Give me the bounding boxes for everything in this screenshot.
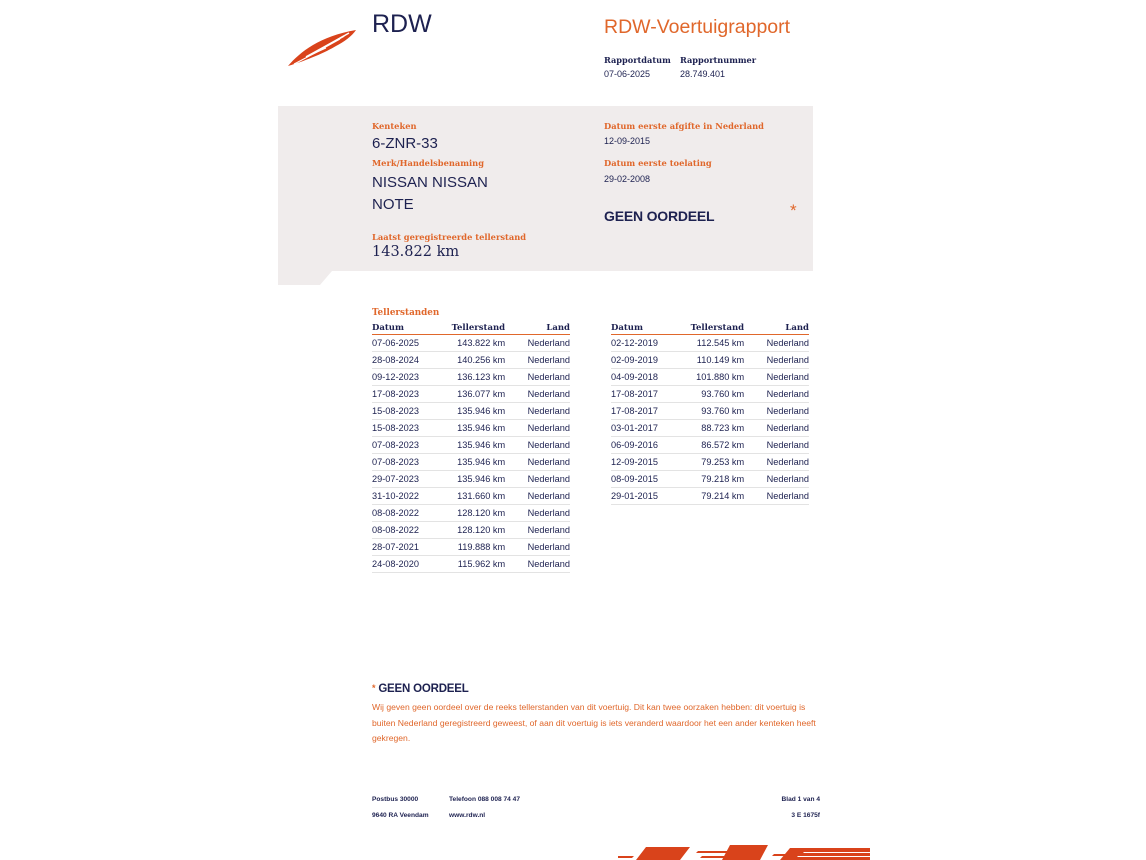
cell-km: 128.120 km [450,505,505,522]
table-row [611,369,809,386]
cell-land: Nederland [744,437,809,454]
cell-date: 31-10-2022 [372,488,450,505]
cell-date: 08-09-2015 [611,471,689,488]
table-row [611,352,809,369]
rdw-wing-icon [286,26,362,68]
cell-km: 140.256 km [450,352,505,369]
logo-text: RDW [372,10,432,38]
table-row [611,335,809,352]
cell-date: 17-08-2017 [611,386,689,403]
report-number-value: 28.749.401 [680,69,726,79]
table-row [372,403,570,420]
cell-date: 02-09-2019 [611,352,689,369]
cell-land: Nederland [744,369,809,386]
table-row [372,420,570,437]
cell-land: Nederland [505,335,570,352]
teller-value: 143.822 km [372,244,460,260]
cell-km: 110.149 km [689,352,744,369]
cell-km: 115.962 km [450,556,505,573]
cell-date: 12-09-2015 [611,454,689,471]
cell-land: Nederland [744,403,809,420]
report-date-value: 07-06-2025 [604,69,651,79]
cell-km: 143.822 km [450,335,505,352]
table-row [611,488,809,505]
verdict-star: * [790,201,797,220]
cell-date: 08-08-2022 [372,505,450,522]
cell-land: Nederland [505,352,570,369]
afgifte-value: 12-09-2015 [604,136,651,146]
cell-km: 128.120 km [450,522,505,539]
cell-date: 29-01-2015 [611,488,689,505]
footer-phone: Telefoon 088 008 74 47 [449,796,520,803]
report-date-label: Rapportdatum [604,55,671,65]
table-row [611,420,809,437]
table-row [372,522,570,539]
note-text: Wij geven geen oordeel over de reeks tellerstanden van dit voertuig. Dit kan twee oorzaken hebben: dit voertuig is buiten Nederland geregistreerd geweest, of aan dit voertuig is iets veranderd waardoor het een ander kenteken heeft gekregen. [372,702,816,743]
table-row [611,386,809,403]
verdict-text: GEEN OORDEEL [604,208,715,224]
table-row [372,471,570,488]
footer-web[interactable]: www.rdw.nl [449,812,486,819]
cell-land: Nederland [505,454,570,471]
table-row [372,556,570,573]
readings-title: Tellerstanden [372,308,440,318]
cell-land: Nederland [744,488,809,505]
table-row [372,386,570,403]
cell-date: 06-09-2016 [611,437,689,454]
col-header-date: Datum [372,323,450,335]
merk-value-line1: NISSAN NISSAN [372,174,488,191]
cell-date: 08-08-2022 [372,522,450,539]
footer-page: Blad 1 van 4 [781,796,820,803]
cell-km: 135.946 km [450,403,505,420]
cell-date: 28-08-2024 [372,352,450,369]
cell-date: 15-08-2023 [372,420,450,437]
cell-km: 136.077 km [450,386,505,403]
table-row [372,437,570,454]
col-header-km: Tellerstand [451,323,506,333]
note-star: * [372,683,376,693]
cell-km: 135.946 km [450,420,505,437]
cell-km: 93.760 km [689,386,744,403]
note-title [372,683,469,695]
table-row [372,454,570,471]
table-header-row [611,323,809,335]
report-title: RDW-Voertuigrapport [604,16,791,38]
merk-label: Merk/Handelsbenaming [372,158,485,168]
table-row [611,454,809,471]
cell-land: Nederland [744,352,809,369]
table-row [372,335,570,352]
footer-city: 9640 RA Veendam [372,812,429,819]
kenteken-value: 6-ZNR-33 [372,135,438,152]
cell-km: 136.123 km [450,369,505,386]
col-header-date: Datum [611,323,689,335]
cell-km: 119.888 km [450,539,505,556]
readings-table-left [372,323,570,573]
col-header-km: Tellerstand [690,323,745,333]
table-row [372,352,570,369]
cell-date: 04-09-2018 [611,369,689,386]
teller-label: Laatst geregistreerde tellerstand [372,232,527,242]
cell-date: 03-01-2017 [611,420,689,437]
table-row [611,471,809,488]
cell-km: 135.946 km [450,471,505,488]
table-row [611,437,809,454]
table-row [372,369,570,386]
cell-km: 101.880 km [689,369,744,386]
table-row [372,539,570,556]
cell-km: 135.946 km [450,454,505,471]
table-row [611,403,809,420]
cell-km: 79.214 km [689,488,744,505]
table-header-row [372,323,570,335]
cell-km: 112.545 km [689,335,744,352]
cell-land: Nederland [505,471,570,488]
cell-date: 28-07-2021 [372,539,450,556]
col-header-land: Land [505,323,570,335]
cell-date: 07-08-2023 [372,437,450,454]
cell-land: Nederland [744,335,809,352]
cell-land: Nederland [505,556,570,573]
col-header-land: Land [744,323,809,335]
cell-date: 17-08-2023 [372,386,450,403]
cell-date: 07-08-2023 [372,454,450,471]
table-row [372,488,570,505]
table-row [372,505,570,522]
cell-land: Nederland [744,420,809,437]
toelating-value: 29-02-2008 [604,174,651,184]
brand-stripes-icon [618,843,870,860]
footer-code: 3 E 1675f [791,812,820,819]
readings-table-right [611,323,809,505]
cell-date: 07-06-2025 [372,335,450,352]
cell-km: 135.946 km [450,437,505,454]
cell-land: Nederland [505,369,570,386]
cell-km: 86.572 km [689,437,744,454]
cell-km: 79.218 km [689,471,744,488]
cell-date: 17-08-2017 [611,403,689,420]
cell-km: 88.723 km [689,420,744,437]
cell-land: Nederland [505,437,570,454]
cell-land: Nederland [505,505,570,522]
cell-date: 29-07-2023 [372,471,450,488]
cell-land: Nederland [505,522,570,539]
merk-value-line2: NOTE [372,196,414,213]
footer-postbus: Postbus 30000 [372,796,419,803]
report-number-label: Rapportnummer [680,55,757,65]
report-page [278,0,870,860]
cell-land: Nederland [744,386,809,403]
cell-km: 79.253 km [689,454,744,471]
cell-date: 15-08-2023 [372,403,450,420]
cell-land: Nederland [505,420,570,437]
vehicle-panel [278,106,813,285]
cell-km: 93.760 km [689,403,744,420]
cell-land: Nederland [505,539,570,556]
cell-land: Nederland [505,488,570,505]
cell-date: 24-08-2020 [372,556,450,573]
note-title-text: GEEN OORDEEL [378,683,469,695]
cell-land: Nederland [744,454,809,471]
cell-land: Nederland [505,386,570,403]
cell-land: Nederland [505,403,570,420]
cell-date: 02-12-2019 [611,335,689,352]
cell-km: 131.660 km [450,488,505,505]
afgifte-label: Datum eerste afgifte in Nederland [604,121,764,131]
kenteken-label: Kenteken [372,121,417,131]
cell-date: 09-12-2023 [372,369,450,386]
toelating-label: Datum eerste toelating [604,158,712,168]
cell-land: Nederland [744,471,809,488]
